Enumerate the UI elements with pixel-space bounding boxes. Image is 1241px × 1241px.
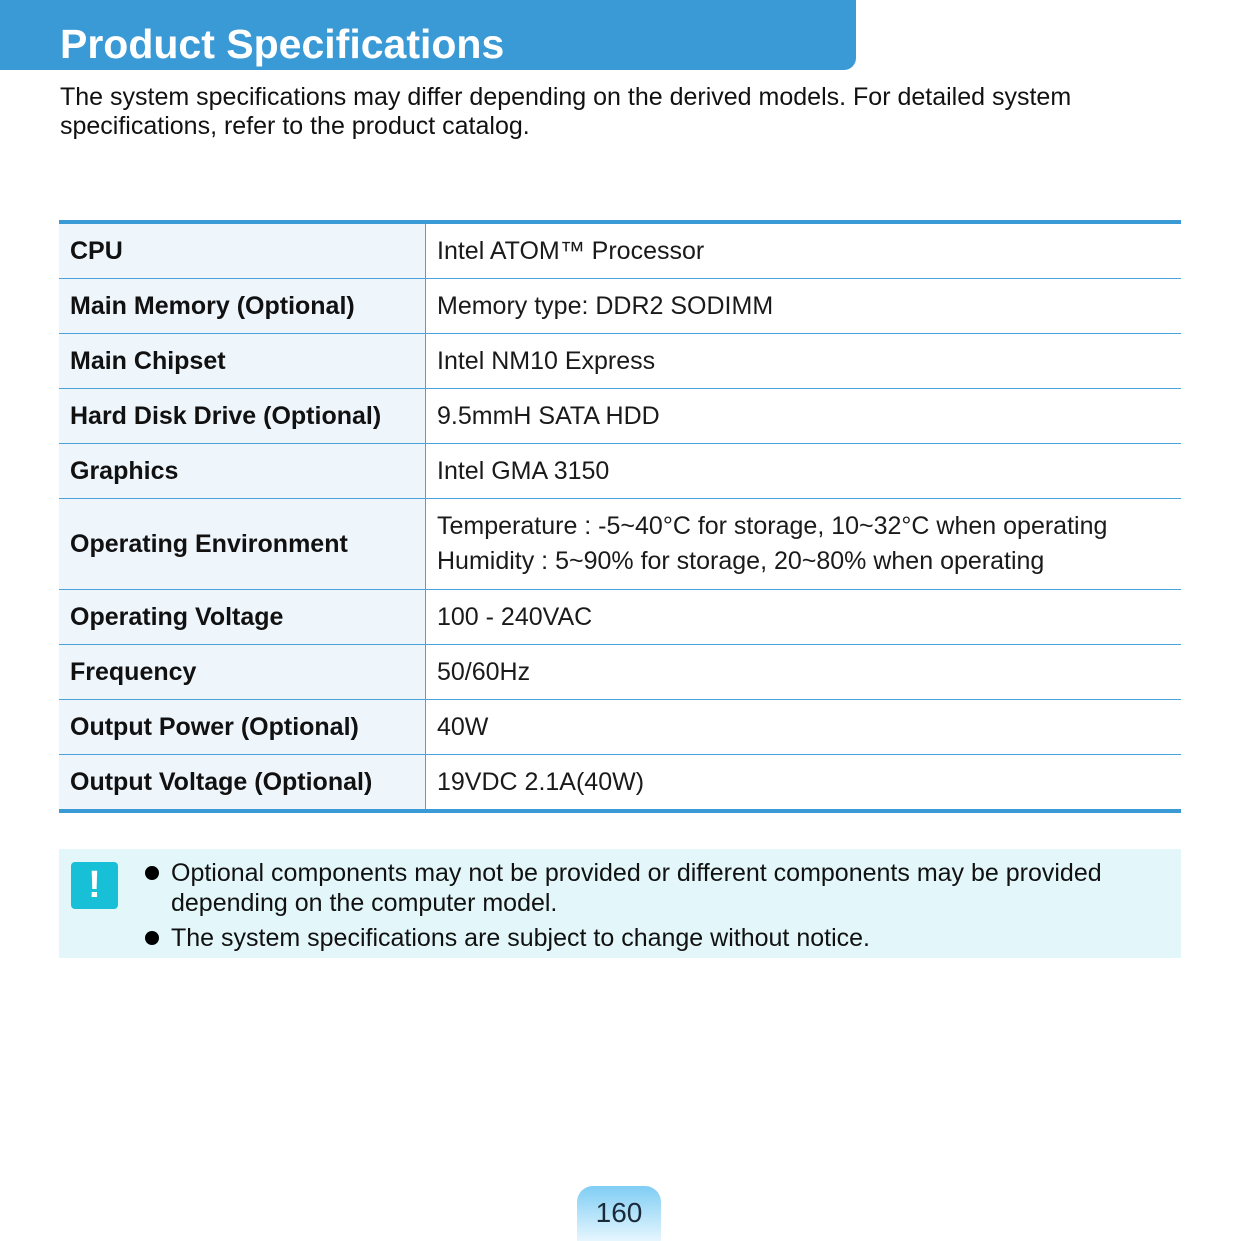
spec-value-line: 19VDC 2.1A(40W): [437, 767, 645, 796]
table-row: [59, 334, 1181, 389]
notice-text: Optional components may not be provided or different components may be provided depending on the computer model.: [171, 859, 1102, 917]
page-title: Product Specifications: [60, 21, 505, 67]
table-row: [59, 499, 1181, 590]
spec-value: [426, 590, 1182, 645]
spec-value: [426, 279, 1182, 334]
bullet-icon: [145, 866, 159, 880]
spec-label: Output Power (Optional): [59, 700, 426, 755]
spec-table: [59, 220, 1181, 813]
notice-text: The system specifications are subject to change without notice.: [171, 924, 870, 952]
spec-value-line: 100 - 240VAC: [437, 602, 593, 631]
table-row: [59, 700, 1181, 755]
spec-value: [426, 334, 1182, 389]
spec-label: Frequency: [59, 645, 426, 700]
spec-label: CPU: [59, 222, 426, 279]
table-row: [59, 755, 1181, 812]
spec-value: [426, 222, 1182, 279]
spec-value: [426, 700, 1182, 755]
table-row: [59, 279, 1181, 334]
notice-list: [141, 858, 1176, 958]
bullet-icon: [145, 931, 159, 945]
spec-value-line: 40W: [437, 712, 489, 741]
spec-label: Graphics: [59, 444, 426, 499]
table-row: [59, 645, 1181, 700]
spec-value: [426, 444, 1182, 499]
intro-text: The system specifications may differ depending on the derived models. For detailed system specifications, refer to the product catalog.: [60, 83, 1072, 140]
spec-label: Operating Voltage: [59, 590, 426, 645]
spec-label: Output Voltage (Optional): [59, 755, 426, 812]
spec-label: Operating Environment: [59, 499, 426, 590]
spec-value: [426, 389, 1182, 444]
table-row: [59, 590, 1181, 645]
page-number: 160: [595, 1197, 643, 1228]
page-number-tab: [577, 1186, 661, 1241]
spec-value-line: Temperature : -5~40°C for storage, 10~32°C when operating: [437, 512, 1108, 540]
spec-value-line: 9.5mmH SATA HDD: [437, 401, 660, 430]
exclamation-icon: !: [71, 862, 118, 909]
spec-label: Main Memory (Optional): [59, 279, 426, 334]
spec-label: Hard Disk Drive (Optional): [59, 389, 426, 444]
spec-value: [426, 755, 1182, 812]
notice-box: [59, 849, 1181, 958]
spec-value-line: Intel NM10 Express: [437, 346, 656, 375]
list-item: [141, 858, 1176, 918]
table-row: [59, 444, 1181, 499]
spec-value-line: Memory type: DDR2 SODIMM: [437, 291, 774, 320]
spec-value-line: Intel GMA 3150: [437, 456, 610, 485]
spec-value-line: 50/60Hz: [437, 657, 531, 686]
spec-value: [426, 499, 1182, 590]
spec-label: Main Chipset: [59, 334, 426, 389]
table-row: [59, 389, 1181, 444]
table-row: [59, 222, 1181, 279]
list-item: [141, 923, 1176, 953]
spec-value: [426, 645, 1182, 700]
spec-value-line: Intel ATOM™ Processor: [437, 236, 705, 265]
spec-value-line: Humidity : 5~90% for storage, 20~80% when operating: [437, 547, 1045, 575]
